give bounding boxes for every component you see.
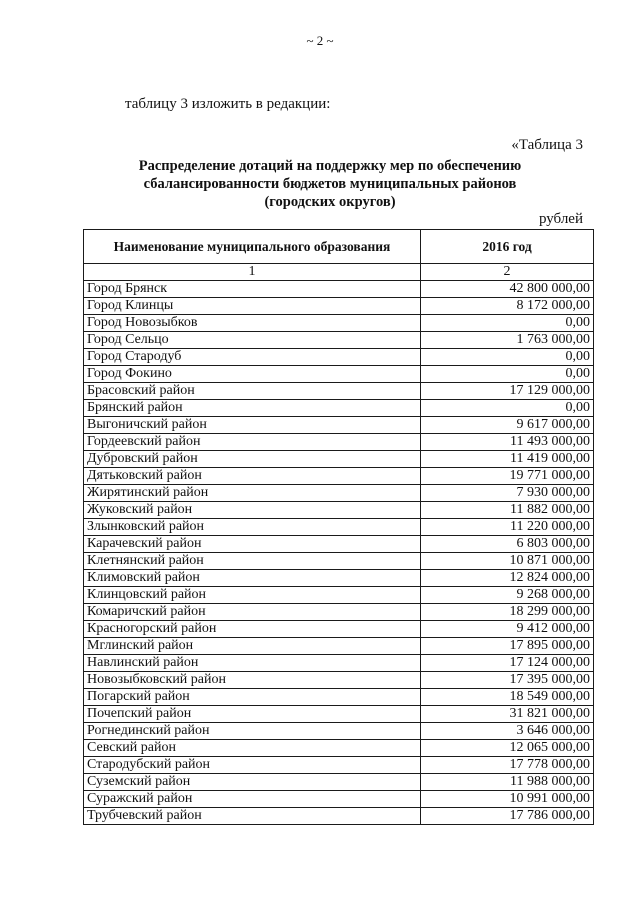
table-row	[84, 638, 594, 655]
subsidy-amount: 10 871 000,00	[421, 553, 594, 570]
table-row	[84, 383, 594, 400]
column-index-1: 1	[84, 264, 421, 281]
table-row	[84, 417, 594, 434]
municipality-name: Дятьковский район	[84, 468, 421, 485]
table-row	[84, 587, 594, 604]
table-row	[84, 502, 594, 519]
municipality-name: Трубчевский район	[84, 808, 421, 825]
municipality-name: Дубровский район	[84, 451, 421, 468]
table-row	[84, 468, 594, 485]
table-title-line: (городских округов)	[264, 194, 396, 210]
subsidy-amount: 7 930 000,00	[421, 485, 594, 502]
table-row	[84, 485, 594, 502]
subsidy-amount: 0,00	[421, 315, 594, 332]
table-row	[84, 366, 594, 383]
subsidy-amount: 11 882 000,00	[421, 502, 594, 519]
municipality-name: Стародубский район	[84, 757, 421, 774]
subsidy-amount: 17 786 000,00	[421, 808, 594, 825]
subsidy-amount: 18 299 000,00	[421, 604, 594, 621]
municipality-name: Город Клинцы	[84, 298, 421, 315]
municipality-name: Суземский район	[84, 774, 421, 791]
municipality-name: Гордеевский район	[84, 434, 421, 451]
municipality-name: Почепский район	[84, 706, 421, 723]
table-row	[84, 536, 594, 553]
table-row	[84, 655, 594, 672]
table-row	[84, 672, 594, 689]
table-title-line: сбалансированности бюджетов муниципальных районов	[143, 176, 517, 192]
intro-text: таблицу 3 изложить в редакции:	[125, 96, 331, 112]
table-row	[84, 706, 594, 723]
subsidy-amount: 9 617 000,00	[421, 417, 594, 434]
table-row	[84, 689, 594, 706]
municipality-name: Жуковский район	[84, 502, 421, 519]
column-header-municipality: Наименование муниципального образования	[84, 230, 421, 264]
table-row	[84, 740, 594, 757]
subsidy-amount: 12 824 000,00	[421, 570, 594, 587]
municipality-name: Город Стародуб	[84, 349, 421, 366]
municipality-name: Карачевский район	[84, 536, 421, 553]
table-row	[84, 808, 594, 825]
table-row	[84, 434, 594, 451]
municipality-name: Город Новозыбков	[84, 315, 421, 332]
municipality-name: Город Сельцо	[84, 332, 421, 349]
table-title	[100, 157, 560, 211]
subsidy-amount: 8 172 000,00	[421, 298, 594, 315]
subsidy-amount: 17 895 000,00	[421, 638, 594, 655]
subsidy-amount: 31 821 000,00	[421, 706, 594, 723]
subsidy-amount: 3 646 000,00	[421, 723, 594, 740]
unit-label: рублей	[538, 211, 583, 227]
municipality-name: Мглинский район	[84, 638, 421, 655]
table-row	[84, 519, 594, 536]
subsidy-table	[83, 229, 594, 825]
table-row	[84, 604, 594, 621]
table-row	[84, 451, 594, 468]
municipality-name: Комаричский район	[84, 604, 421, 621]
municipality-name: Город Брянск	[84, 281, 421, 298]
table-row	[84, 774, 594, 791]
table-row	[84, 791, 594, 808]
municipality-name: Суражский район	[84, 791, 421, 808]
subsidy-amount: 12 065 000,00	[421, 740, 594, 757]
table-header-row	[84, 230, 594, 264]
subsidy-amount: 0,00	[421, 400, 594, 417]
municipality-name: Клетнянский район	[84, 553, 421, 570]
subsidy-amount: 11 220 000,00	[421, 519, 594, 536]
municipality-name: Брянский район	[84, 400, 421, 417]
column-header-year: 2016 год	[421, 230, 594, 264]
subsidy-amount: 6 803 000,00	[421, 536, 594, 553]
municipality-name: Брасовский район	[84, 383, 421, 400]
table-row	[84, 621, 594, 638]
municipality-name: Город Фокино	[84, 366, 421, 383]
table-row	[84, 553, 594, 570]
subsidy-amount: 9 412 000,00	[421, 621, 594, 638]
table-row	[84, 570, 594, 587]
municipality-name: Погарский район	[84, 689, 421, 706]
table-row	[84, 349, 594, 366]
subsidy-amount: 19 771 000,00	[421, 468, 594, 485]
subsidy-amount: 11 493 000,00	[421, 434, 594, 451]
table-row	[84, 315, 594, 332]
subsidy-amount: 17 778 000,00	[421, 757, 594, 774]
subsidy-amount: 10 991 000,00	[421, 791, 594, 808]
municipality-name: Красногорский район	[84, 621, 421, 638]
municipality-name: Выгоничский район	[84, 417, 421, 434]
subsidy-amount: 42 800 000,00	[421, 281, 594, 298]
table-row	[84, 332, 594, 349]
table-row	[84, 723, 594, 740]
municipality-name: Навлинский район	[84, 655, 421, 672]
subsidy-amount: 1 763 000,00	[421, 332, 594, 349]
municipality-name: Злынковский район	[84, 519, 421, 536]
page-number: ~ 2 ~	[306, 33, 334, 48]
table-row	[84, 757, 594, 774]
municipality-name: Новозыбковский район	[84, 672, 421, 689]
column-index-row	[84, 264, 594, 281]
municipality-name: Жирятинский район	[84, 485, 421, 502]
subsidy-amount: 17 124 000,00	[421, 655, 594, 672]
table-row	[84, 281, 594, 298]
municipality-name: Рогнединский район	[84, 723, 421, 740]
table-title-line: Распределение дотаций на поддержку мер по обеспечению	[138, 158, 522, 174]
municipality-name: Клинцовский район	[84, 587, 421, 604]
table-caption: «Таблица 3	[511, 137, 583, 153]
municipality-name: Климовский район	[84, 570, 421, 587]
municipality-name: Севский район	[84, 740, 421, 757]
subsidy-amount: 18 549 000,00	[421, 689, 594, 706]
subsidy-amount: 11 419 000,00	[421, 451, 594, 468]
subsidy-amount: 17 129 000,00	[421, 383, 594, 400]
subsidy-amount: 0,00	[421, 366, 594, 383]
subsidy-amount: 9 268 000,00	[421, 587, 594, 604]
subsidy-amount: 17 395 000,00	[421, 672, 594, 689]
table-row	[84, 400, 594, 417]
table-row	[84, 298, 594, 315]
column-index-2: 2	[421, 264, 594, 281]
subsidy-amount: 11 988 000,00	[421, 774, 594, 791]
subsidy-amount: 0,00	[421, 349, 594, 366]
